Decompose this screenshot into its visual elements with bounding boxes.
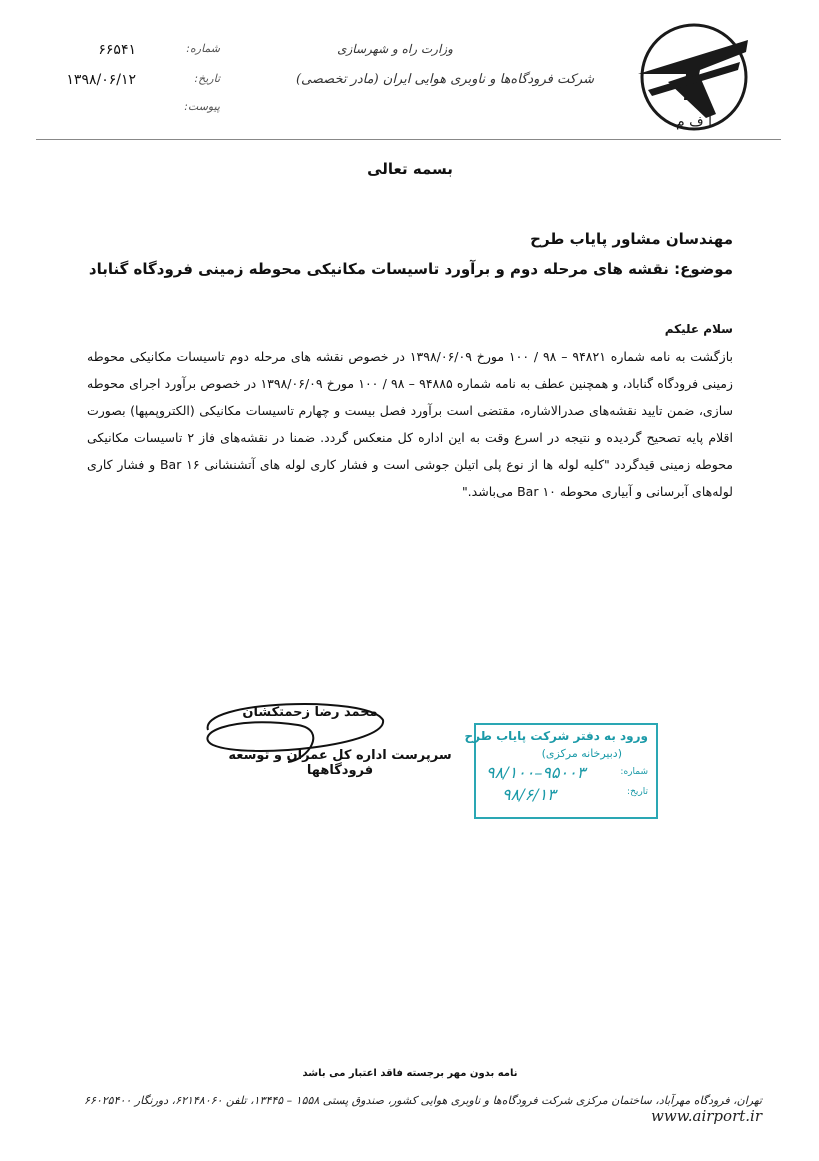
basmala-heading: بسمه تعالی [367,160,453,178]
company-name: شرکت فرودگاه‌ها و ناوبری هوایی ایران (مادر تخصصی) [295,72,594,87]
footer-address: تهران، فرودگاه مهرآباد، ساختمان مرکزی شرکت فرودگاه‌ها و ناوبری هوایی کشور، صندوق پستی ۱۵۵۸ – ۱۳۴۴۵، تلفن ۶۲۱۴۸۰۶۰، دورنگار ۶۶۰۲۵۴۰۰ [84,1094,762,1107]
recipient-line: مهندسان مشاور پایاب طرح [530,230,733,248]
footer-contact-line [72,1094,762,1125]
stamp-date-label: تاریخ: [627,787,648,797]
header-divider [36,139,781,140]
signer-title: سرپرست اداره کل عمران و توسعه فرودگاهها [228,748,452,778]
stamp-number-label: شماره: [620,767,648,777]
stamp-subtitle: (دبیرخانه مرکزی) [541,747,622,760]
letter-body: بازگشت به نامه شماره ۹۴۸۲۱ – ۹۸ / ۱۰۰ مورخ ۱۳۹۸/۰۶/۰۹ در خصوص نقشه های مرحله دوم تاسیسات مکانیکی محوطه زمینی فرودگاه گناباد، و همچنین عطف به نامه شماره ۹۴۸۸۵ – ۹۸ / ۱۰۰ مورخ ۱۳۹۸/۰۶/۰۹ در خصوص برآورد اجرای محوطه سازی، ضمن تایید نقشه‌های صدرالاشاره، مقتضی است برآورد فصل بیست و چهارم تاسیسات مکانیکی (الکتروپمپها) بصورت اقلام پایه تصحیح گردیده و نتیجه در اسرع وقت به این اداره کل منعکس گردد. ضمنا در نقشه‌های فاز ۲ تاسیسات مکانیکی محوطه زمینی قیدگردد "کلیه لوله ها از نوع پلی اتیلن جوشی است و فشار کاری لوله های آتشنشانی ۱۶ Bar و فشار کاری لوله‌های آبرسانی و آبیاری محوطه ۱۰ Bar می‌باشد." [87,349,734,499]
stamp-date-value: ۹۸/۶/۱۳ [502,785,556,804]
attachment-label: پیوست: [184,100,220,113]
footer-validity-note: نامه بدون مهر برجسته فاقد اعتبار می باشد [302,1068,518,1079]
letter-number-label: شماره: [186,42,220,55]
subject-line: موضوع: نقشه های مرحله دوم و برآورد تاسیسات مکانیکی محوطه زمینی فرودگاه گناباد [88,260,733,278]
letter-date-value: ۱۳۹۸/۰۶/۱۲ [66,72,136,88]
stamp-number-value: ۹۵۰۰۳–۹۸/۱۰۰ [486,763,586,782]
stamp-title: ورود به دفتر شرکت پایاب طرح [464,729,648,743]
footer-website[interactable]: www.airport.ir [651,1107,762,1125]
letter-number-value: ۶۶۵۴۱ [98,42,136,58]
signer-name: محمد رضا زحمتکشان [242,705,378,720]
letter-date-label: تاریخ: [194,72,220,85]
ministry-name: وزارت راه و شهرسازی [337,42,453,56]
receipt-stamp [464,723,658,819]
logo-lettering: ا ف م [676,114,712,130]
greeting: سلام علیکم [664,322,733,336]
company-logo [628,22,758,132]
